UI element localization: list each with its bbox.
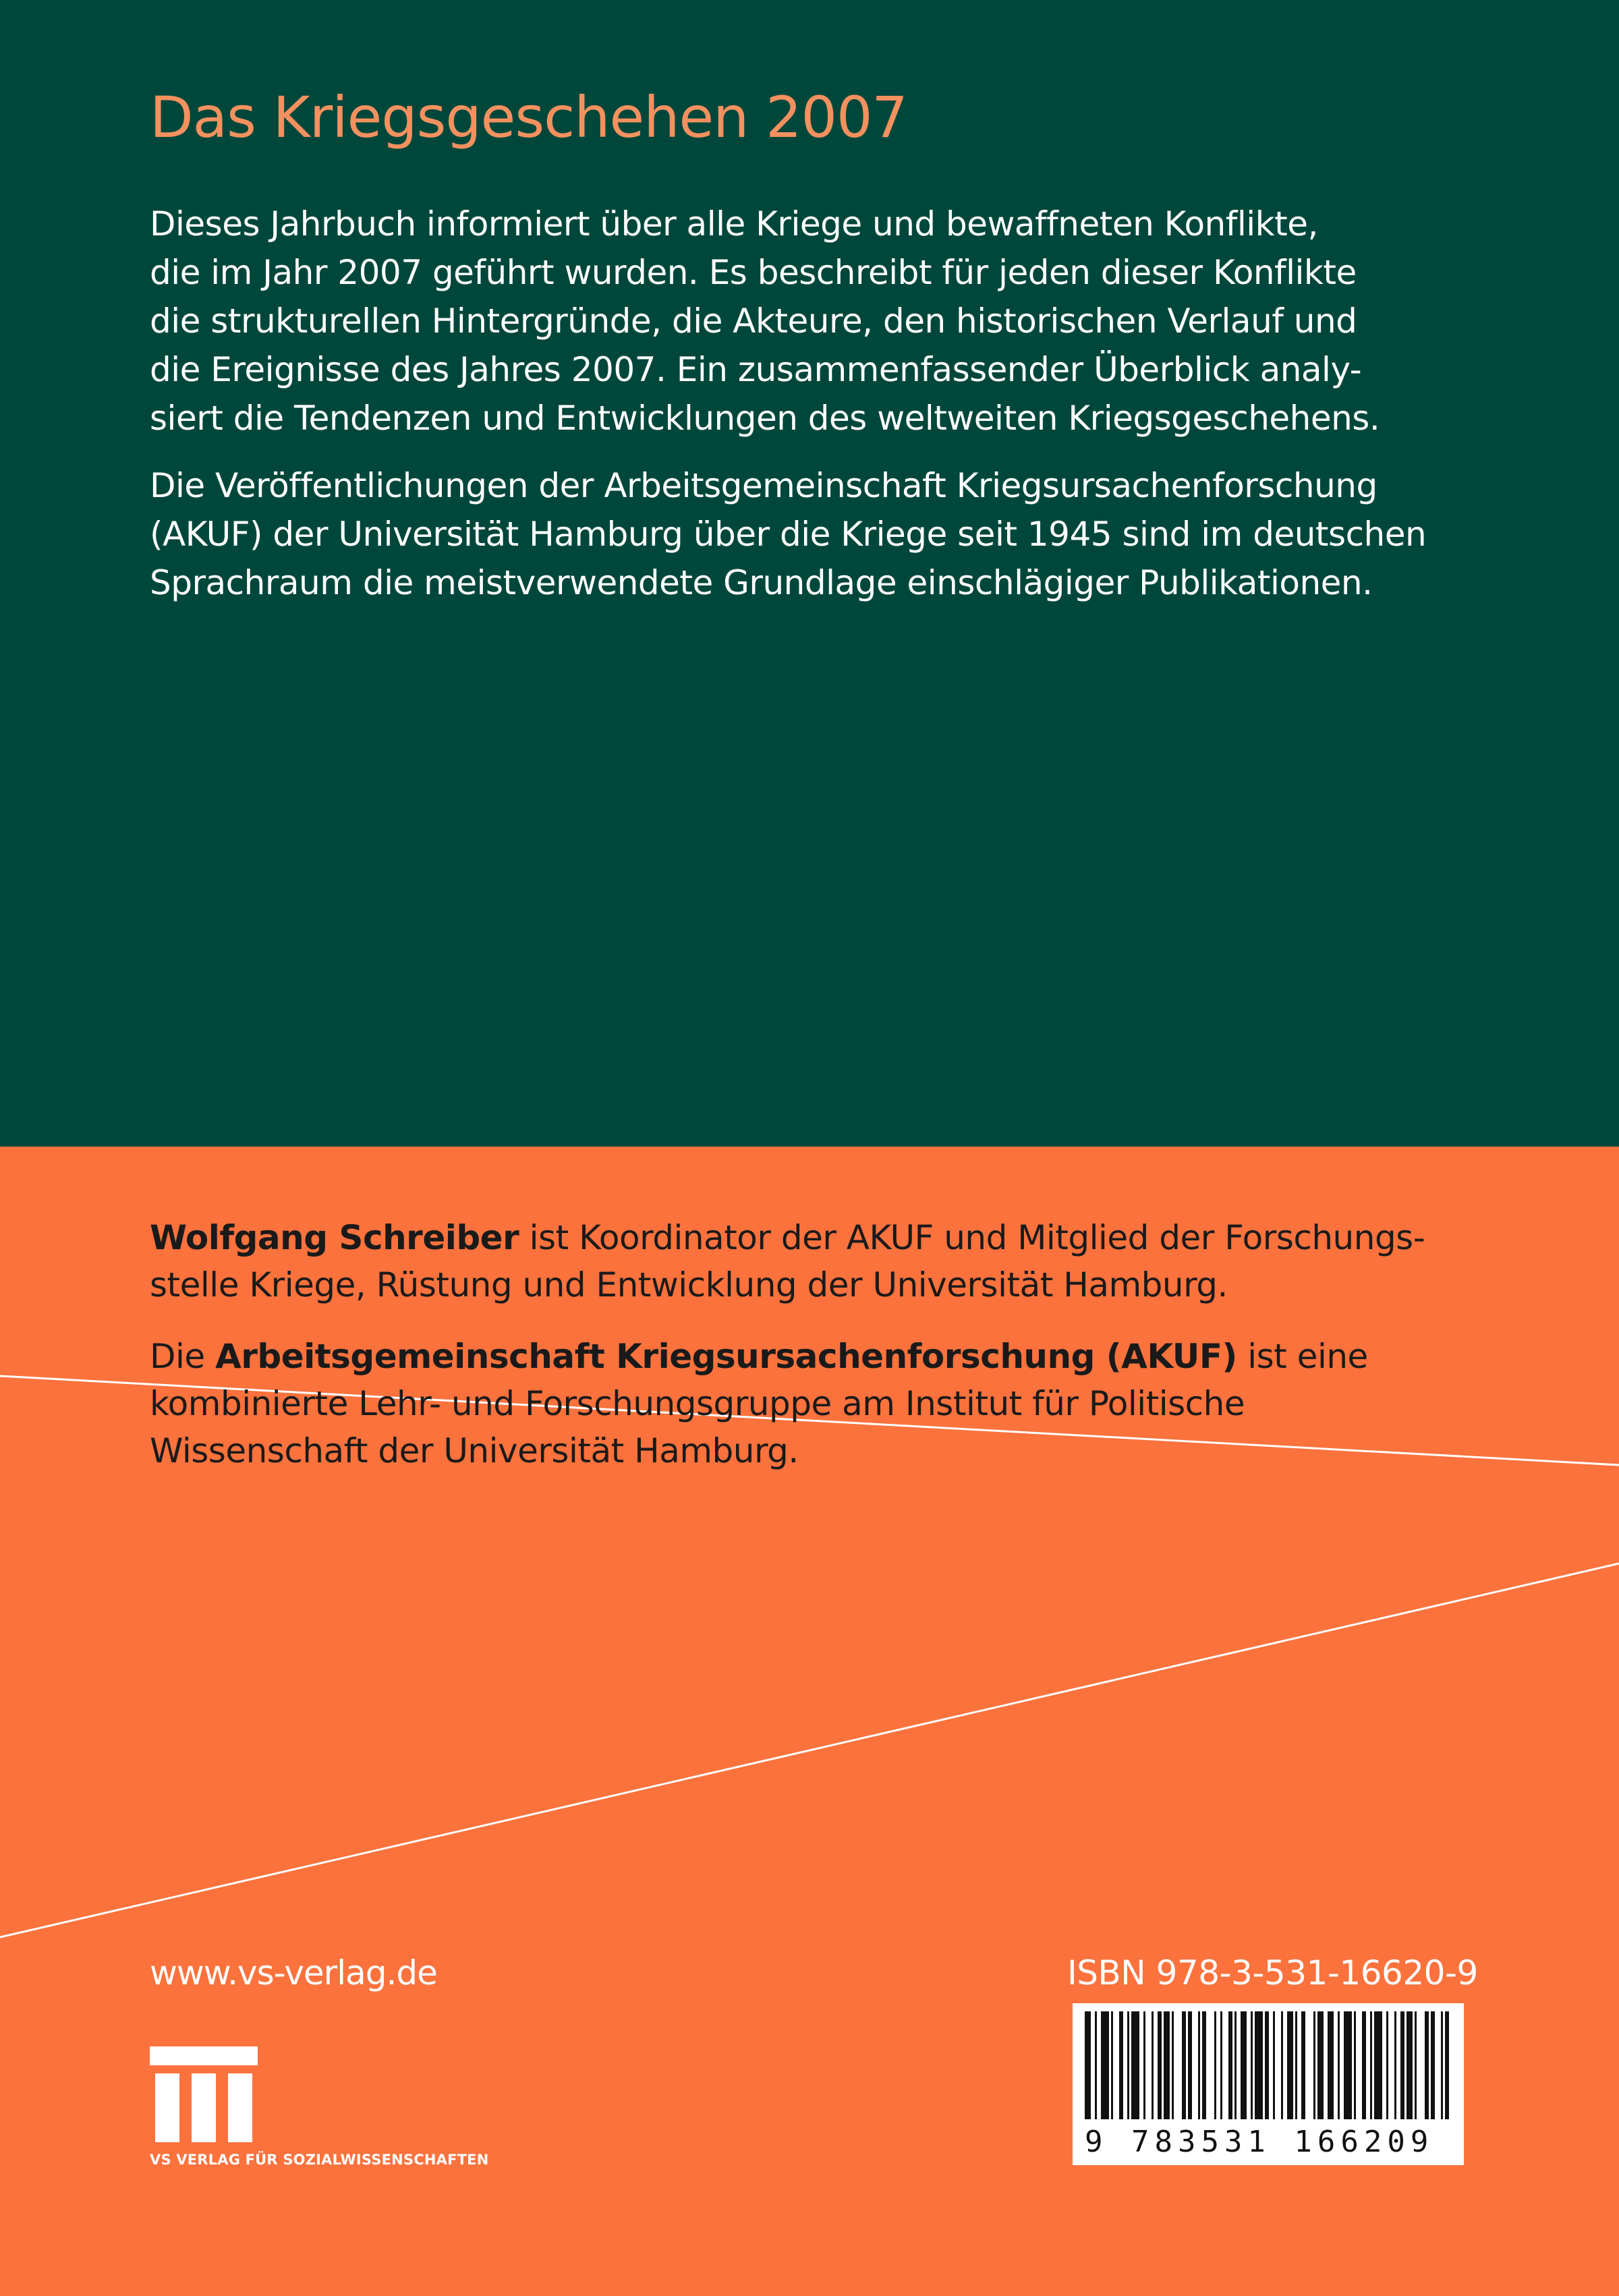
barcode-bar — [1255, 2011, 1263, 2119]
description-line: Die Veröffentlichungen der Arbeitsgemeinschaft Kriegsursachenforschung — [150, 466, 1377, 505]
isbn-number: ISBN 978-3-531-16620-9 — [1067, 1953, 1478, 1992]
author-info — [150, 1214, 1472, 1499]
barcode-bar — [1182, 2011, 1186, 2119]
barcode-bar — [1101, 2011, 1109, 2119]
org-name: Arbeitsgemeinschaft Kriegsursachenforschung (AKUF) — [215, 1337, 1237, 1376]
barcode-bar — [1127, 2011, 1129, 2119]
publisher-logo-icon — [150, 2046, 258, 2142]
author-paragraph — [150, 1214, 1472, 1309]
description-line: Sprachraum die meistverwendete Grundlage einschlägiger Publikationen. — [150, 563, 1373, 602]
decorative-line-2 — [0, 1563, 1619, 1937]
barcode-bar — [1281, 2011, 1283, 2119]
book-description — [150, 200, 1472, 626]
barcode-bar — [1085, 2011, 1091, 2119]
author-line-1-rest: ist Koordinator der AKUF und Mitglied der Forschungs- — [519, 1218, 1425, 1257]
barcode-bar — [1407, 2011, 1413, 2119]
barcode-bar — [1143, 2011, 1145, 2119]
author-name: Wolfgang Schreiber — [150, 1218, 519, 1257]
barcode-bar — [1287, 2011, 1293, 2119]
barcode-bar — [1228, 2011, 1232, 2119]
barcode-bar — [1338, 2011, 1340, 2119]
barcode-bar — [1265, 2011, 1269, 2119]
barcode-bar — [1301, 2011, 1305, 2119]
barcode-bar — [1198, 2011, 1200, 2119]
author-line-1 — [150, 1214, 1472, 1261]
description-line: die Ereignisse des Jahres 2007. Ein zusammenfassender Überblick analy- — [150, 350, 1362, 389]
barcode-bar — [1354, 2011, 1356, 2119]
publisher-url: www.vs-verlag.de — [150, 1953, 437, 1992]
barcode-bar — [1425, 2011, 1429, 2119]
description-line: Dieses Jahrbuch informiert über alle Kriege und bewaffneten Konflikte, — [150, 204, 1318, 243]
barcode-bar — [1317, 2011, 1324, 2119]
barcode-bar — [1251, 2011, 1253, 2119]
barcode-bar — [1241, 2011, 1247, 2119]
description-line: die im Jahr 2007 geführt wurden. Es beschreibt für jeden dieser Konflikte — [150, 253, 1357, 292]
barcode-bar — [1202, 2011, 1206, 2119]
barcode-bar — [1273, 2011, 1275, 2119]
barcode-bar — [1400, 2011, 1404, 2119]
description-paragraph-1 — [150, 200, 1472, 442]
barcode-bar — [1220, 2011, 1222, 2119]
barcode-digits: 9 783531 166209 — [1085, 2125, 1434, 2159]
org-line-2: kombinierte Lehr- und Forschungsgruppe am Institut für Politische — [150, 1384, 1245, 1423]
barcode-bar — [1370, 2011, 1372, 2119]
barcode-bar — [1172, 2011, 1174, 2119]
barcode-bar — [1415, 2011, 1417, 2119]
barcode-bar — [1344, 2011, 1352, 2119]
barcode-bar — [1441, 2011, 1443, 2119]
org-line-3: Wissenschaft der Universität Hamburg. — [150, 1431, 799, 1470]
author-line-2: stelle Kriege, Rüstung und Entwicklung der Universität Hamburg. — [150, 1265, 1228, 1304]
barcode — [1073, 2003, 1464, 2165]
org-line-1-rest: ist eine — [1237, 1337, 1368, 1376]
barcode-bar — [1374, 2011, 1382, 2119]
barcode-bar — [1234, 2011, 1237, 2119]
barcode-bar — [1119, 2011, 1123, 2119]
barcode-bar — [1386, 2011, 1388, 2119]
org-line-1 — [150, 1333, 1472, 1380]
barcode-bar — [1214, 2011, 1216, 2119]
barcode-bar — [1095, 2011, 1097, 2119]
barcode-bar — [1295, 2011, 1297, 2119]
barcode-bar — [1111, 2011, 1113, 2119]
org-paragraph — [150, 1333, 1472, 1474]
barcode-bar — [1431, 2011, 1435, 2119]
barcode-bar — [1152, 2011, 1154, 2119]
description-paragraph-2 — [150, 461, 1472, 607]
description-line: die strukturellen Hintergründe, die Akteure, den historischen Verlauf und — [150, 302, 1357, 341]
barcode-bar — [1131, 2011, 1139, 2119]
description-line: siert die Tendenzen und Entwicklungen des weltweiten Kriegsgeschehens. — [150, 399, 1380, 438]
barcode-bar — [1328, 2011, 1334, 2119]
barcode-bar — [1313, 2011, 1315, 2119]
barcode-bar — [1164, 2011, 1170, 2119]
barcode-bars — [1073, 2003, 1464, 2125]
barcode-bar — [1188, 2011, 1192, 2119]
barcode-bar — [1394, 2011, 1396, 2119]
book-title: Das Kriegsgeschehen 2007 — [150, 84, 907, 150]
description-line: (AKUF) der Universität Hamburg über die Kriege seit 1945 sind im deutschen — [150, 515, 1427, 554]
barcode-bar — [1445, 2011, 1449, 2119]
org-prefix: Die — [150, 1337, 216, 1376]
barcode-bar — [1362, 2011, 1366, 2119]
publisher-name: VS VERLAG FÜR SOZIALWISSENSCHAFTEN — [150, 2152, 489, 2168]
barcode-bar — [1158, 2011, 1162, 2119]
